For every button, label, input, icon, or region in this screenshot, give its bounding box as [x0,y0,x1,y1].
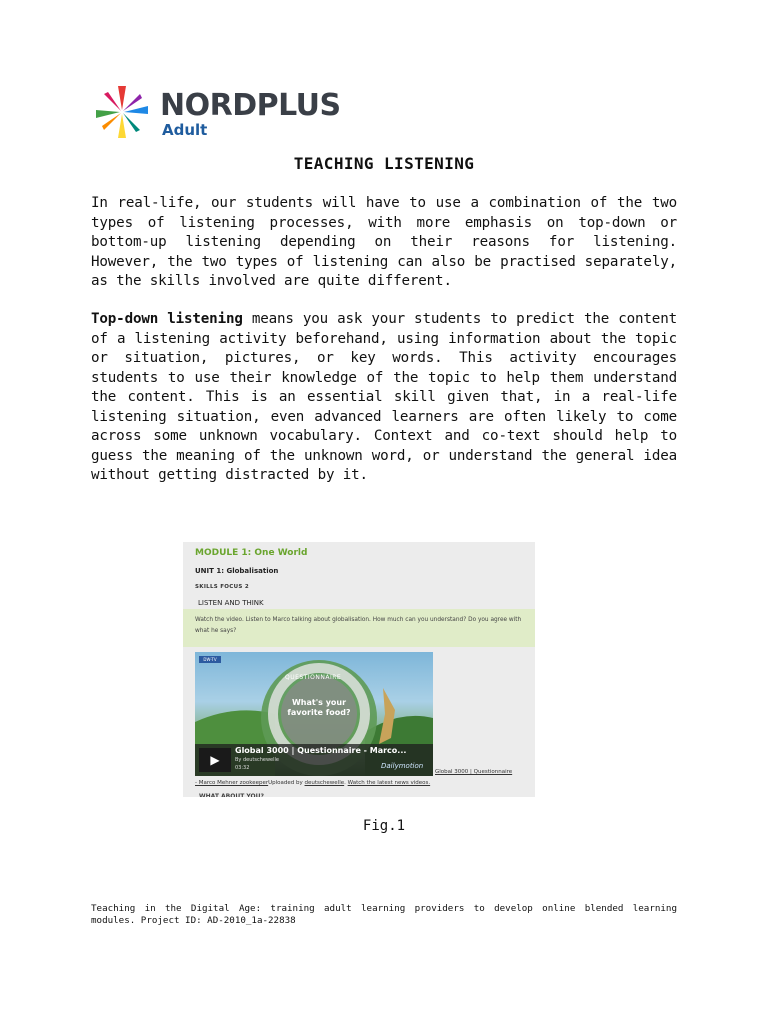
skills-heading: SKILLS FOCUS 2 [195,584,249,590]
video-credits [195,780,430,786]
uploaded-by-label: Uploaded by [268,780,305,786]
module-screenshot [183,542,535,797]
listen-heading: LISTEN AND THINK [198,599,264,607]
video-player[interactable] [195,652,433,776]
credits-separator: . [344,780,348,786]
uploader-link[interactable]: deutschewelle [304,780,345,786]
next-section-heading: WHAT ABOUT YOU? [199,793,264,797]
instruction-text: Watch the video. Listen to Marco talking about globalisation. How much can you understand? Do you agree with what he says? [195,617,522,634]
play-button[interactable]: ▶ [199,748,231,772]
channel-tag: DW-TV [199,656,221,663]
dailymotion-logo: Dailymotion [381,762,424,770]
instruction-band [183,609,535,647]
logo-subtitle: Adult [162,121,208,139]
video-link-continued[interactable]: - Marco Mehner zookeeper [195,780,269,786]
video-duration: 03:32 [235,765,250,771]
video-link[interactable]: Global 3000 | Questionnaire [435,769,513,775]
overlay-questionnaire: QUESTIONNAIRE [285,674,342,681]
paragraph-intro: In real-life, our students will have to use a combination of the two types of listening processes, with more emphasis on top-down or bottom-up listening depending on their reasons for listening. However, the two types of listening can also be practised separately, as the skills involved are quite different. [91,195,677,289]
module-heading: MODULE 1: One World [195,548,308,558]
paragraph-top-down-text: means you ask your students to predict the content of a listening activity beforehand, using information about the topic or situation, pictures, or key words. This activity encourages students to use their knowledge of the topic to help them understand the content. This is an essential skill given that, in a real-life listening situation, even advanced learners are often likely to come across some unknown vocabulary. Context and co-text should help to guess the meaning of the unknown word, or understand the general idea without getting distracted by it. [91,311,677,483]
logo-name: NORDPLUS [160,88,341,123]
paragraph-top-down [91,310,677,486]
overlay-question: What's your favorite food? [287,698,351,717]
figure-caption: Fig.1 [362,818,406,834]
video-title[interactable]: Global 3000 | Questionnaire - Marco... [235,746,407,755]
page-footer: Teaching in the Digital Age: training adult learning providers to develop online blended learning modules. Project ID: AD-2010_1a-22838 [91,903,677,926]
nordplus-logo [90,84,341,140]
unit-heading: UNIT 1: Globalisation [195,567,279,575]
term-top-down: Top-down listening [91,311,243,327]
latest-news-link[interactable]: Watch the latest news videos. [347,780,431,786]
video-uploader: By deutschewelle [235,757,279,763]
logo-wordmark [160,90,341,138]
page-title: TEACHING LISTENING [293,154,475,173]
nordplus-star-icon [90,84,154,140]
